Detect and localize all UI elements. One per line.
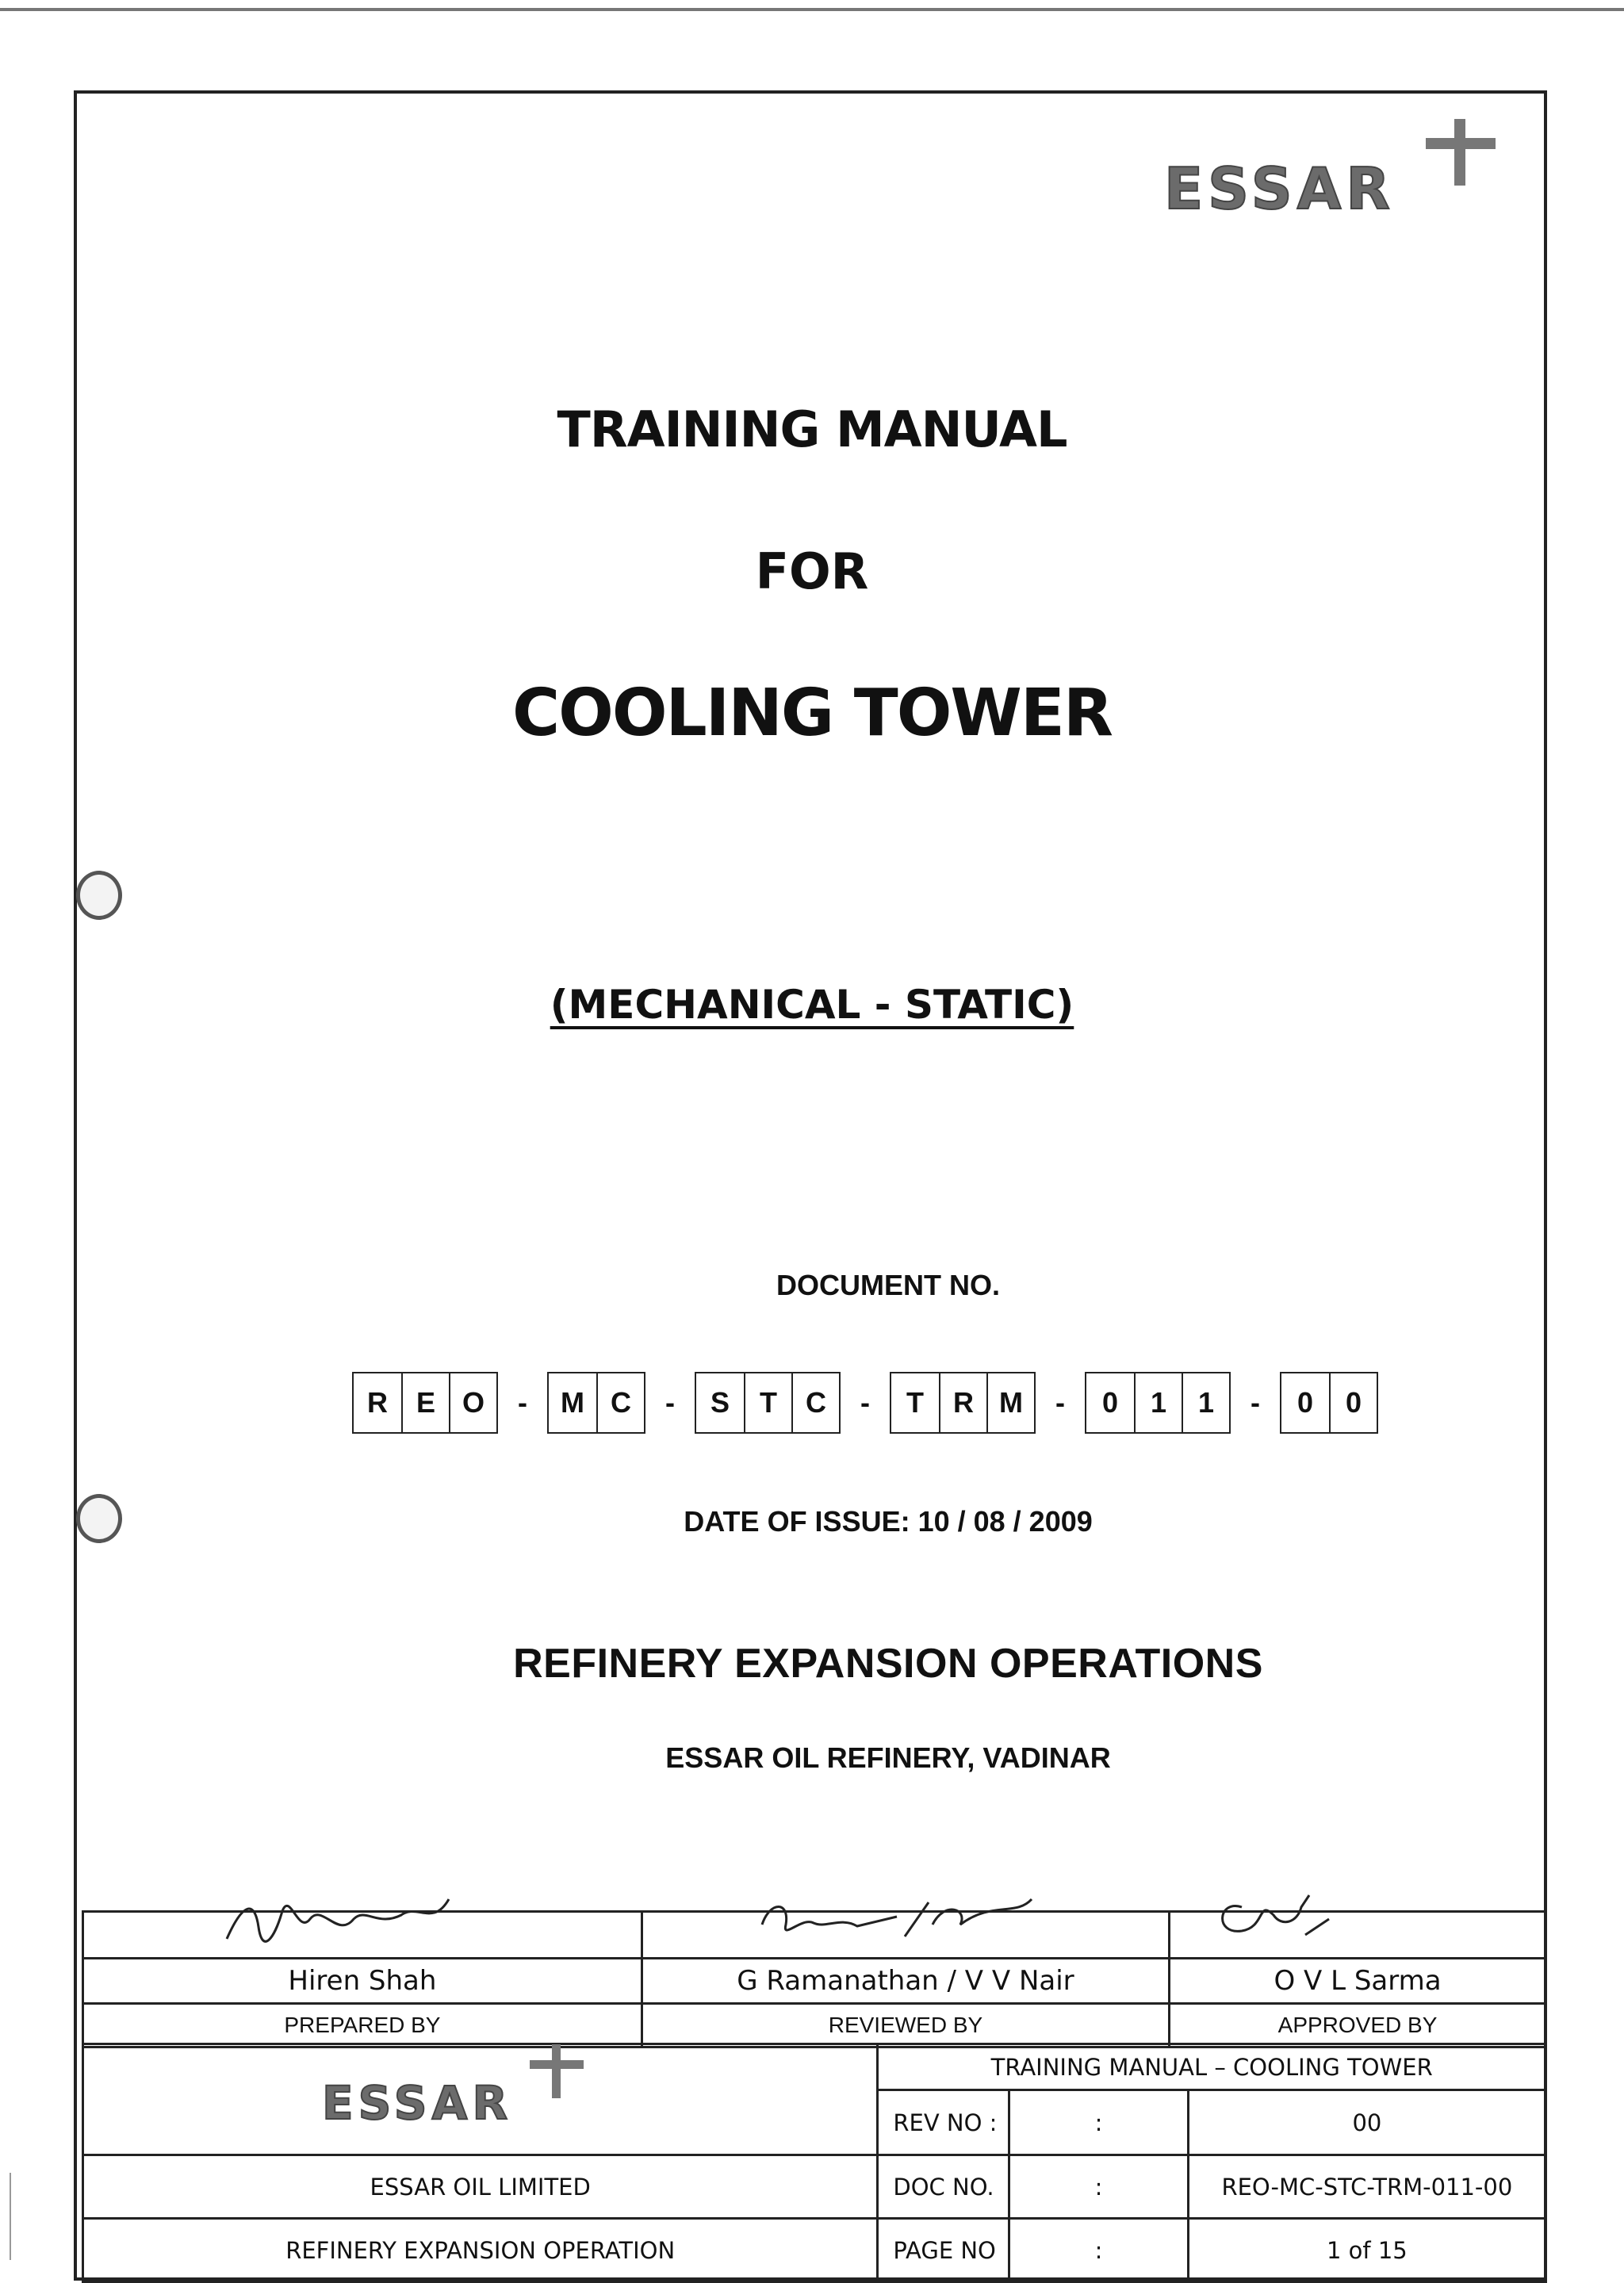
scan-top-edge (0, 8, 1624, 11)
prepared-by-name: Hiren Shah (83, 1959, 642, 2004)
organization-heading: REFINERY EXPANSION OPERATIONS (513, 1641, 1263, 1687)
doc-char: R (939, 1373, 986, 1432)
prepared-by-label: PREPARED BY (83, 2004, 642, 2047)
doc-char: 0 (1297, 1386, 1314, 1419)
signature-approved (1170, 1912, 1546, 1959)
date-of-issue: DATE OF ISSUE: 10 / 08 / 2009 (684, 1505, 1093, 1538)
footer-colon: : (1009, 2155, 1189, 2219)
doc-char: C (791, 1373, 839, 1432)
scan-margin-mark (10, 2173, 11, 2260)
doc-separator: - (518, 1386, 527, 1419)
title-line-2: FOR (755, 542, 869, 600)
reviewed-by-name: G Ramanathan / V V Nair (642, 1959, 1169, 2004)
doc-separator: - (1251, 1386, 1260, 1419)
reviewed-by-label: REVIEWED BY (642, 2004, 1169, 2047)
footer-doc-label: DOC NO. (878, 2155, 1009, 2219)
doc-separator: - (860, 1386, 870, 1419)
footer-page-label: PAGE NO (878, 2219, 1009, 2282)
title-line-3: COOLING TOWER (511, 676, 1113, 751)
punch-hole-top (76, 871, 122, 920)
footer-colon: : (1009, 2219, 1189, 2282)
doc-separator: - (665, 1386, 675, 1419)
logo-wordmark: ESSAR (322, 2075, 513, 2130)
handwritten-signature-icon (754, 1893, 1040, 1942)
footer-rev-value: 00 (1188, 2090, 1545, 2155)
doc-char: O (449, 1373, 496, 1432)
title-discipline: (MECHANICAL - STATIC) (550, 982, 1074, 1028)
doc-char: C (596, 1373, 644, 1432)
doc-char: R (367, 1386, 388, 1419)
logo-plus-icon (1426, 114, 1497, 190)
footer-manual-title: TRAINING MANUAL – COOLING TOWER (878, 2044, 1546, 2090)
doc-char: T (906, 1386, 924, 1419)
logo-wordmark: ESSAR (1164, 155, 1395, 222)
footer-colon: : (1009, 2090, 1189, 2155)
doc-char: T (744, 1373, 791, 1432)
doc-char: 0 (1101, 1386, 1119, 1419)
doc-group-1 (352, 1372, 498, 1434)
signature-reviewed (642, 1912, 1169, 1959)
approved-by-name: O V L Sarma (1170, 1959, 1546, 2004)
doc-group-3 (695, 1372, 841, 1434)
doc-char: 1 (1182, 1373, 1229, 1432)
signature-prepared (83, 1912, 642, 1959)
doc-char: M (561, 1386, 584, 1419)
header-logo (1164, 155, 1395, 222)
document-number-boxes (352, 1372, 1378, 1434)
title-line-1: TRAINING MANUAL (557, 400, 1067, 458)
document-number-label: DOCUMENT NO. (776, 1269, 1000, 1301)
doc-char: M (986, 1373, 1034, 1432)
handwritten-signature-icon (1210, 1891, 1369, 1942)
footer-logo (322, 2076, 1114, 2130)
footer-table (82, 2043, 1547, 2283)
organization-location: ESSAR OIL REFINERY, VADINAR (665, 1741, 1111, 1774)
footer-doc-value: REO-MC-STC-TRM-011-00 (1188, 2155, 1545, 2219)
doc-char: S (710, 1386, 730, 1419)
footer-company: ESSAR OIL LIMITED (83, 2155, 878, 2219)
handwritten-signature-icon (219, 1895, 457, 1943)
doc-group-6 (1280, 1372, 1378, 1434)
doc-char: 1 (1134, 1373, 1182, 1432)
footer-logo-cell (83, 2044, 878, 2155)
doc-group-2 (547, 1372, 645, 1434)
footer-rev-label: REV NO : (878, 2090, 1009, 2155)
footer-page-value: 1 of 15 (1188, 2219, 1545, 2282)
doc-separator: - (1055, 1386, 1065, 1419)
doc-group-4 (890, 1372, 1036, 1434)
logo-plus-icon (530, 2041, 585, 2101)
doc-group-5 (1085, 1372, 1231, 1434)
doc-char: 0 (1329, 1373, 1377, 1432)
signature-table (82, 1910, 1547, 2048)
approved-by-label: APPROVED BY (1170, 2004, 1546, 2047)
doc-char: E (401, 1373, 449, 1432)
footer-department: REFINERY EXPANSION OPERATION (83, 2219, 878, 2282)
